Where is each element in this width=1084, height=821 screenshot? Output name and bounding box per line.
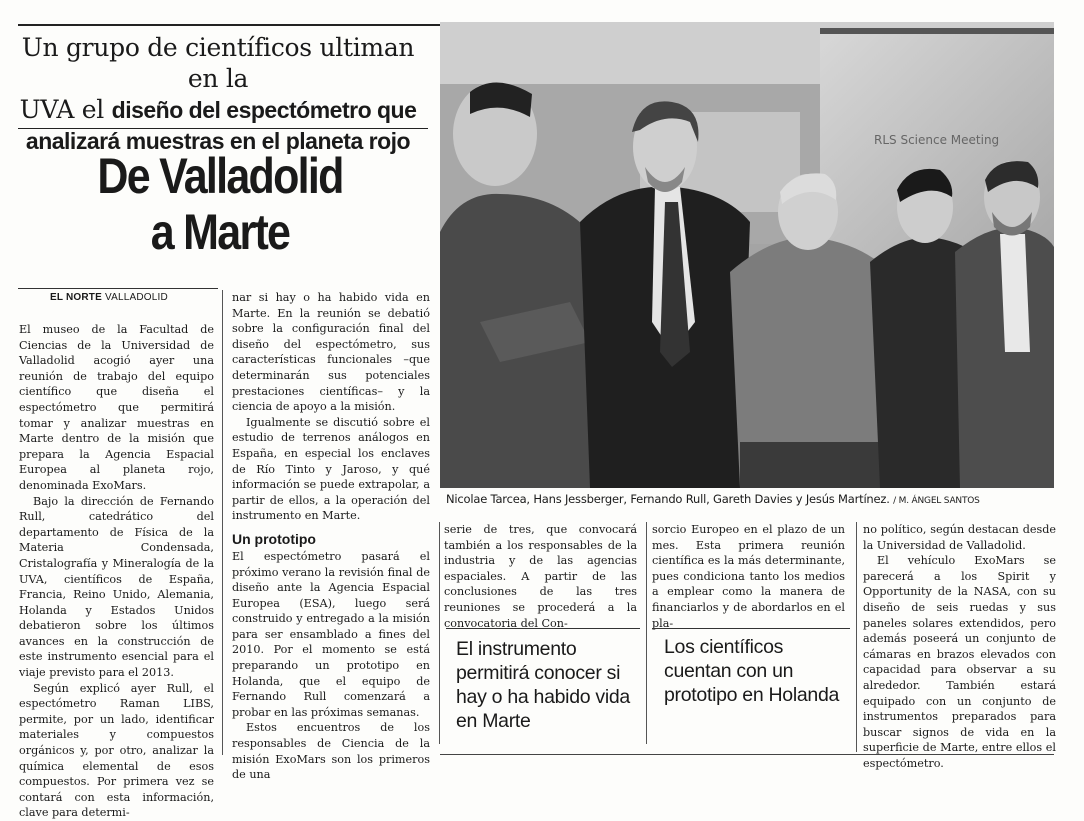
photo-caption [446, 492, 1054, 506]
article-column-1 [19, 322, 214, 821]
column-divider [646, 522, 647, 744]
kicker-line-2-bold: diseño del espectómetro que [111, 97, 417, 123]
paragraph: Igualmente se discutió sobre el estudio de terrenos análogos en España, en especial los enclaves de Río Tinto y Jaroso, y qué información se puede extrapolar, a partir de ellos, a la operación del instrumento en Marte. [232, 415, 430, 523]
article-column-5 [863, 522, 1056, 772]
photo-illustration [440, 22, 1054, 488]
headline-line-2: a Marte [150, 204, 290, 260]
pull-quote-1: El instrumento permitirá conocer si hay o ha habido vida en Marte [456, 638, 630, 732]
article-column-4 [652, 522, 845, 631]
byline [50, 292, 168, 303]
kicker-line-1: Un grupo de científicos ultiman en la [21, 33, 415, 93]
paragraph: serie de tres, que convocará también a los responsables de la industria y de las agencias espaciales. A partir de las conclusiones de las tres reuniones se procederá a la convocatoria del Con- [444, 523, 637, 630]
pull-quote-rule [446, 628, 640, 629]
kicker-line-2-plain: UVA el [19, 95, 112, 124]
byline-source: EL NORTE [50, 292, 102, 303]
column-divider [856, 522, 857, 752]
article-photo [440, 22, 1054, 488]
column-divider [439, 522, 440, 744]
column-divider [222, 290, 223, 755]
paragraph: Bajo la dirección de Fernando Rull, catedrático del departamento de Física de la Materia Condensada, Cristalografía y Mineralogía de la UVA, científicos de España, Francia, Reino Unido, Alemania, Holanda y Estados Unidos debatieron sobre los últimos avances en la construcción de este instrumento esencial para el viaje previsto para el 2013. [19, 494, 214, 680]
paragraph: Según explicó ayer Rull, el espectómetro Raman LIBS, permite, por un lado, identificar materiales y compuestos orgánicos y, por otro, analizar la química elemental de esos compuestos. Por primera vez se contará con esta información, clave para determi- [19, 681, 214, 820]
article-kicker [18, 32, 418, 157]
kicker-rule [18, 128, 428, 129]
photo-credit: / M. ÁNGEL SANTOS [893, 496, 980, 506]
paragraph: no político, según destacan desde la Universidad de Valladolid. [863, 523, 1056, 552]
byline-place: VALLADOLID [104, 292, 168, 303]
paragraph: El espectómetro pasará el próximo verano la revisión final de diseño ante la Agencia Espacial Europea (ESA), luego será construido y entregado a la misión para ser ensamblado a fines del 2010. Por el momento se está preparando un prototipo en Holanda, que el equipo de Fernando Rull comenzará a probar en las próximas semanas. [232, 549, 430, 719]
caption-text: Nicolae Tarcea, Hans Jessberger, Fernando Rull, Gareth Davies y Jesús Martínez. [446, 492, 890, 506]
article-column-2 [232, 290, 430, 783]
paragraph: Estos encuentros de los responsables de Ciencia de la misión ExoMars son los primeros de una [232, 721, 430, 782]
paragraph: El vehículo ExoMars se parecerá a los Spirit y Opportunity de la NASA, con su diseño de seis ruedas y sus paneles solares extendidos, pero además poseerá un conjunto de cámaras en brazos elevados con capacidad para observar a su alrededor. También estará equipado con un conjunto de instrumentos preparados para buscar signos de vida en la superficie de Marte, entre ellos el espectómetro. [863, 554, 1056, 770]
kicker-line-3: analizará muestras en el planeta rojo [25, 128, 411, 154]
pull-quote-2: Los científicos cuentan con un prototipo en Holanda [664, 636, 840, 706]
pull-quote-rule [652, 628, 850, 629]
paragraph: nar si hay o ha habido vida en Marte. En la reunión se debatió sobre la configuración final del diseño del espectómetro, sus características funcionales –que determinarán sus potenciales prestaciones científicas– y la ciencia de apoyo a la misión. [232, 291, 430, 414]
paragraph: El museo de la Facultad de Ciencias de la Universidad de Valladolid acogió ayer una reunión de trabajo del equipo científico que diseña el espectómetro que permitirá tomar y analizar muestras en Marte dentro de la misión que prepara la Agencia Espacial Europea al planeta rojo, denominada ExoMars. [19, 323, 214, 492]
headline-line-1: De Valladolid [97, 148, 343, 204]
screen-text: RLS Science Meeting [874, 133, 1000, 147]
kicker-line-2 [18, 94, 418, 126]
byline-rule [18, 288, 218, 289]
paragraph: sorcio Europeo en el plazo de un mes. Esta primera reunión científica es la más determinante, pues condiciona tanto los medios a emplear como la manera de financiarlos y de abordarlos en el pla- [652, 523, 845, 630]
subhead: Un prototipo [232, 530, 316, 547]
article-column-3 [444, 522, 637, 631]
headline [48, 148, 392, 260]
bottom-rule [440, 754, 1054, 755]
